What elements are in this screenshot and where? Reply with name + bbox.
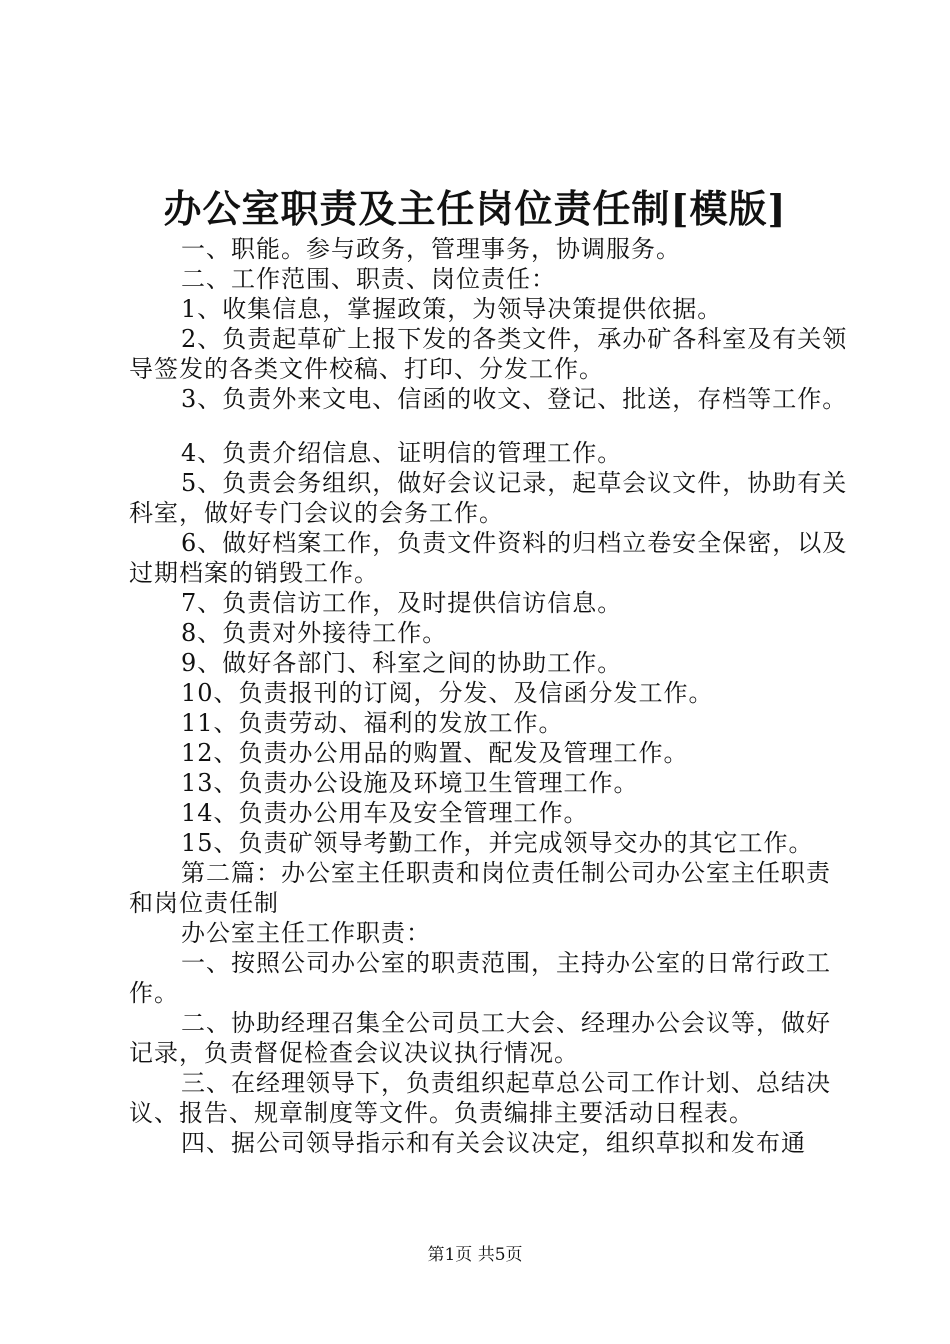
- document-title: 办公室职责及主任岗位责任制[模版]: [163, 186, 787, 231]
- paragraph: 8、负责对外接待工作。: [181, 619, 448, 647]
- paragraph: 办公室主任工作职责：: [181, 919, 431, 947]
- paragraph-gap: [129, 414, 849, 438]
- paragraph: 10、负责报刊的订阅，分发、及信函分发工作。: [181, 679, 714, 707]
- paragraph: 15、负责矿领导考勤工作，并完成领导交办的其它工作。: [181, 829, 814, 857]
- paragraph: 13、负责办公设施及环境卫生管理工作。: [181, 769, 639, 797]
- paragraph: 6、做好档案工作，负责文件资料的归档立卷安全保密，以及过期档案的销毁工作。: [129, 529, 848, 587]
- paragraph: 二、协助经理召集全公司员工大会、经理办公会议等，做好记录，负责督促检查会议决议执行情况。: [129, 1009, 831, 1067]
- paragraph: 三、在经理领导下，负责组织起草总公司工作计划、总结决议、报告、规章制度等文件。负责编排主要活动日程表。: [129, 1069, 831, 1127]
- paragraph: 一、按照公司办公室的职责范围，主持办公室的日常行政工作。: [129, 949, 831, 1007]
- paragraph: 四、据公司领导指示和有关会议决定，组织草拟和发布通: [181, 1129, 806, 1157]
- paragraph: 2、负责起草矿上报下发的各类文件，承办矿各科室及有关领导签发的各类文件校稿、打印、分发工作。: [129, 325, 848, 383]
- paragraph: 5、负责会务组织，做好会议记录，起草会议文件，协助有关科室，做好专门会议的会务工作。: [129, 469, 848, 527]
- paragraph: 12、负责办公用品的购置、配发及管理工作。: [181, 739, 689, 767]
- paragraph: 3、负责外来文电、信函的收文、登记、批送，存档等工作。: [181, 385, 848, 413]
- paragraph: 14、负责办公用车及安全管理工作。: [181, 799, 589, 827]
- paragraph: 二、工作范围、职责、岗位责任：: [181, 265, 556, 293]
- page-footer: 第1页 共5页: [427, 1245, 523, 1265]
- paragraph: 第二篇：办公室主任职责和岗位责任制公司办公室主任职责和岗位责任制: [129, 859, 831, 917]
- paragraph: 一、职能。参与政务，管理事务，协调服务。: [181, 235, 681, 263]
- paragraph: 4、负责介绍信息、证明信的管理工作。: [181, 439, 623, 467]
- paragraph: 1、收集信息，掌握政策，为领导决策提供依据。: [181, 295, 723, 323]
- document-body: [129, 208, 849, 1158]
- paragraph: 11、负责劳动、福利的发放工作。: [181, 709, 564, 737]
- paragraph: 7、负责信访工作，及时提供信访信息。: [181, 589, 623, 617]
- paragraph: 9、做好各部门、科室之间的协助工作。: [181, 649, 623, 677]
